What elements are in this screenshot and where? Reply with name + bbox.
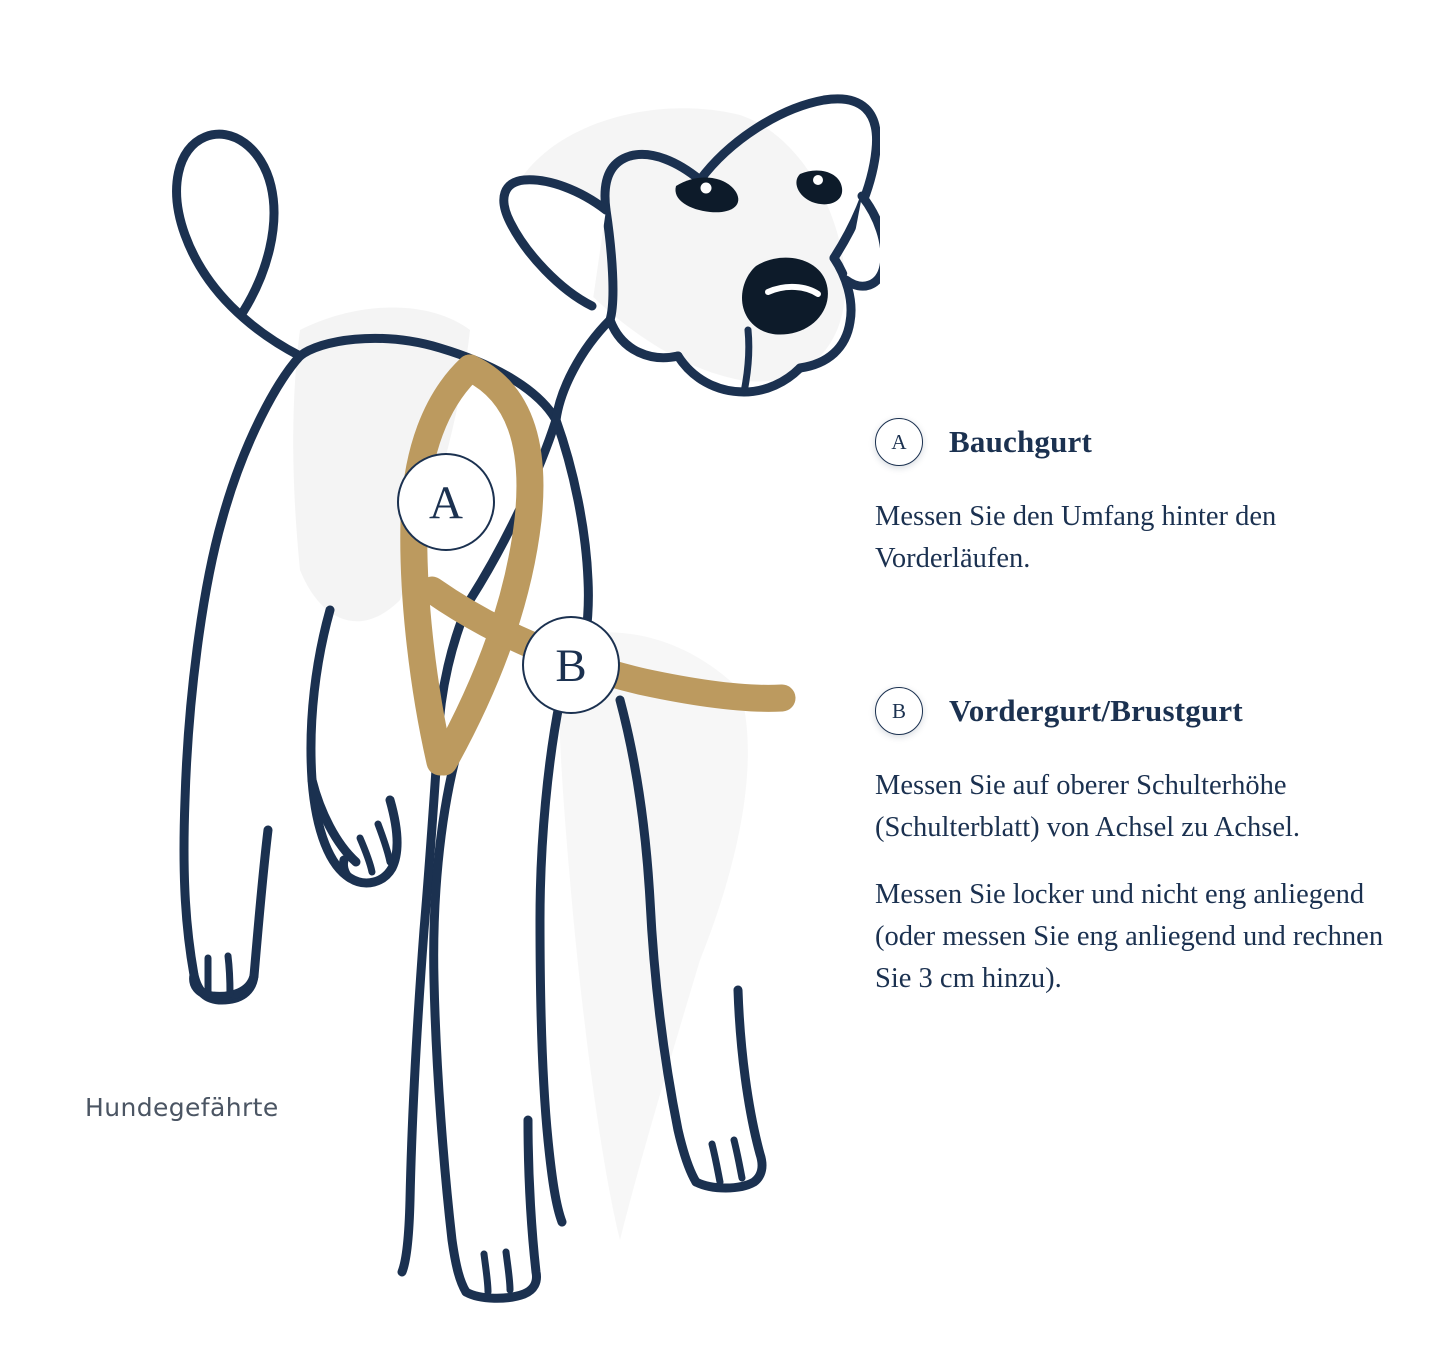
legend-badge-b-icon: B <box>875 687 923 735</box>
dog-tail <box>177 134 300 356</box>
legend-paragraph: Messen Sie den Umfang hinter den Vorderläufen. <box>875 501 1277 574</box>
svg-text:B: B <box>555 640 587 692</box>
legend-title-a: Bauchgurt <box>949 424 1093 459</box>
svg-text:A: A <box>429 477 463 529</box>
marker-a <box>398 454 494 550</box>
legend-body-b <box>875 765 1435 999</box>
legend-head-a <box>875 418 1435 466</box>
legend-head-b <box>875 687 1435 735</box>
brand-label: Hundegefährte <box>85 1093 279 1122</box>
legend-entry-b <box>875 687 1435 999</box>
marker-b <box>523 617 619 713</box>
legend-badge-a-icon: A <box>875 418 923 466</box>
legend-paragraph: Messen Sie auf oberer Schulterhöhe (Schulterblatt) von Achsel zu Achsel. <box>875 770 1301 843</box>
legend-title-b: Vordergurt/Brustgurt <box>949 693 1243 729</box>
legend <box>875 418 1435 1037</box>
legend-paragraph: Messen Sie locker und nicht eng anliegend (oder messen Sie eng anliegend und rechnen Sie 3 cm hinzu). <box>875 879 1384 994</box>
legend-entry-a <box>875 418 1435 579</box>
legend-body-a <box>875 496 1435 579</box>
